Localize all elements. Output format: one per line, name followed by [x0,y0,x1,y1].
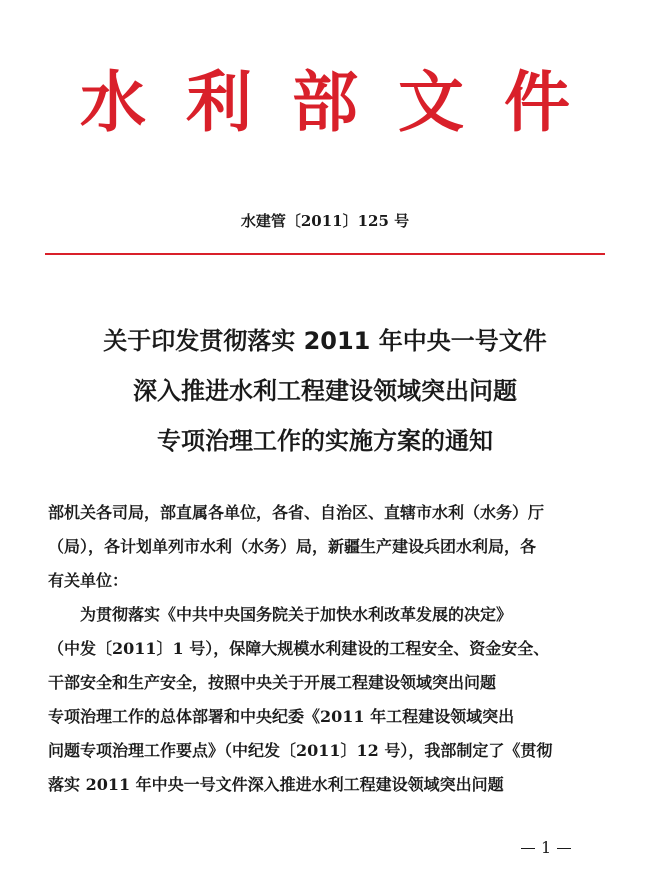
page-dash-right [557,848,571,849]
masthead-title: 水利部文件 [80,63,610,141]
title-line-3: 专项治理工作的实施方案的通知 [157,427,493,455]
recipients: 部机关各司局，部直属各单位，各省、自治区、直辖市水利（水务）厅 （局），各计划单列市水利（水务）局，新疆生产建设兵团水利局，各 有关单位： [48,503,545,590]
red-divider-line [45,253,605,255]
notice-title [0,316,650,466]
body-paragraph: 为贯彻落实《中共中央国务院关于加快水利改革发展的决定》 （中发〔2011〕1 号），保障大规模水利建设的工程安全、资金安全、 干部安全和生产安全，按照中央关于开展工程建设领域突出问题 专项治理工作的总体部署和中央纪委《2011 年工程建设领域突出 问题专项治理工作要点》（中纪发〔2011〕12 号），我部制定了《贯彻 落实 2011 年中央一号文件深入推进水利工程建设领域突出问题 [48,605,553,794]
title-line-1: 关于印发贯彻落实 2011 年中央一号文件 [103,327,547,355]
document-number: 水建管〔2011〕125 号 [240,212,410,230]
page-number [515,838,577,857]
title-line-2: 深入推进水利工程建设领域突出问题 [133,377,517,405]
page-dash-left [521,848,535,849]
document-body [48,496,610,802]
page-number-value: 1 [541,838,552,857]
